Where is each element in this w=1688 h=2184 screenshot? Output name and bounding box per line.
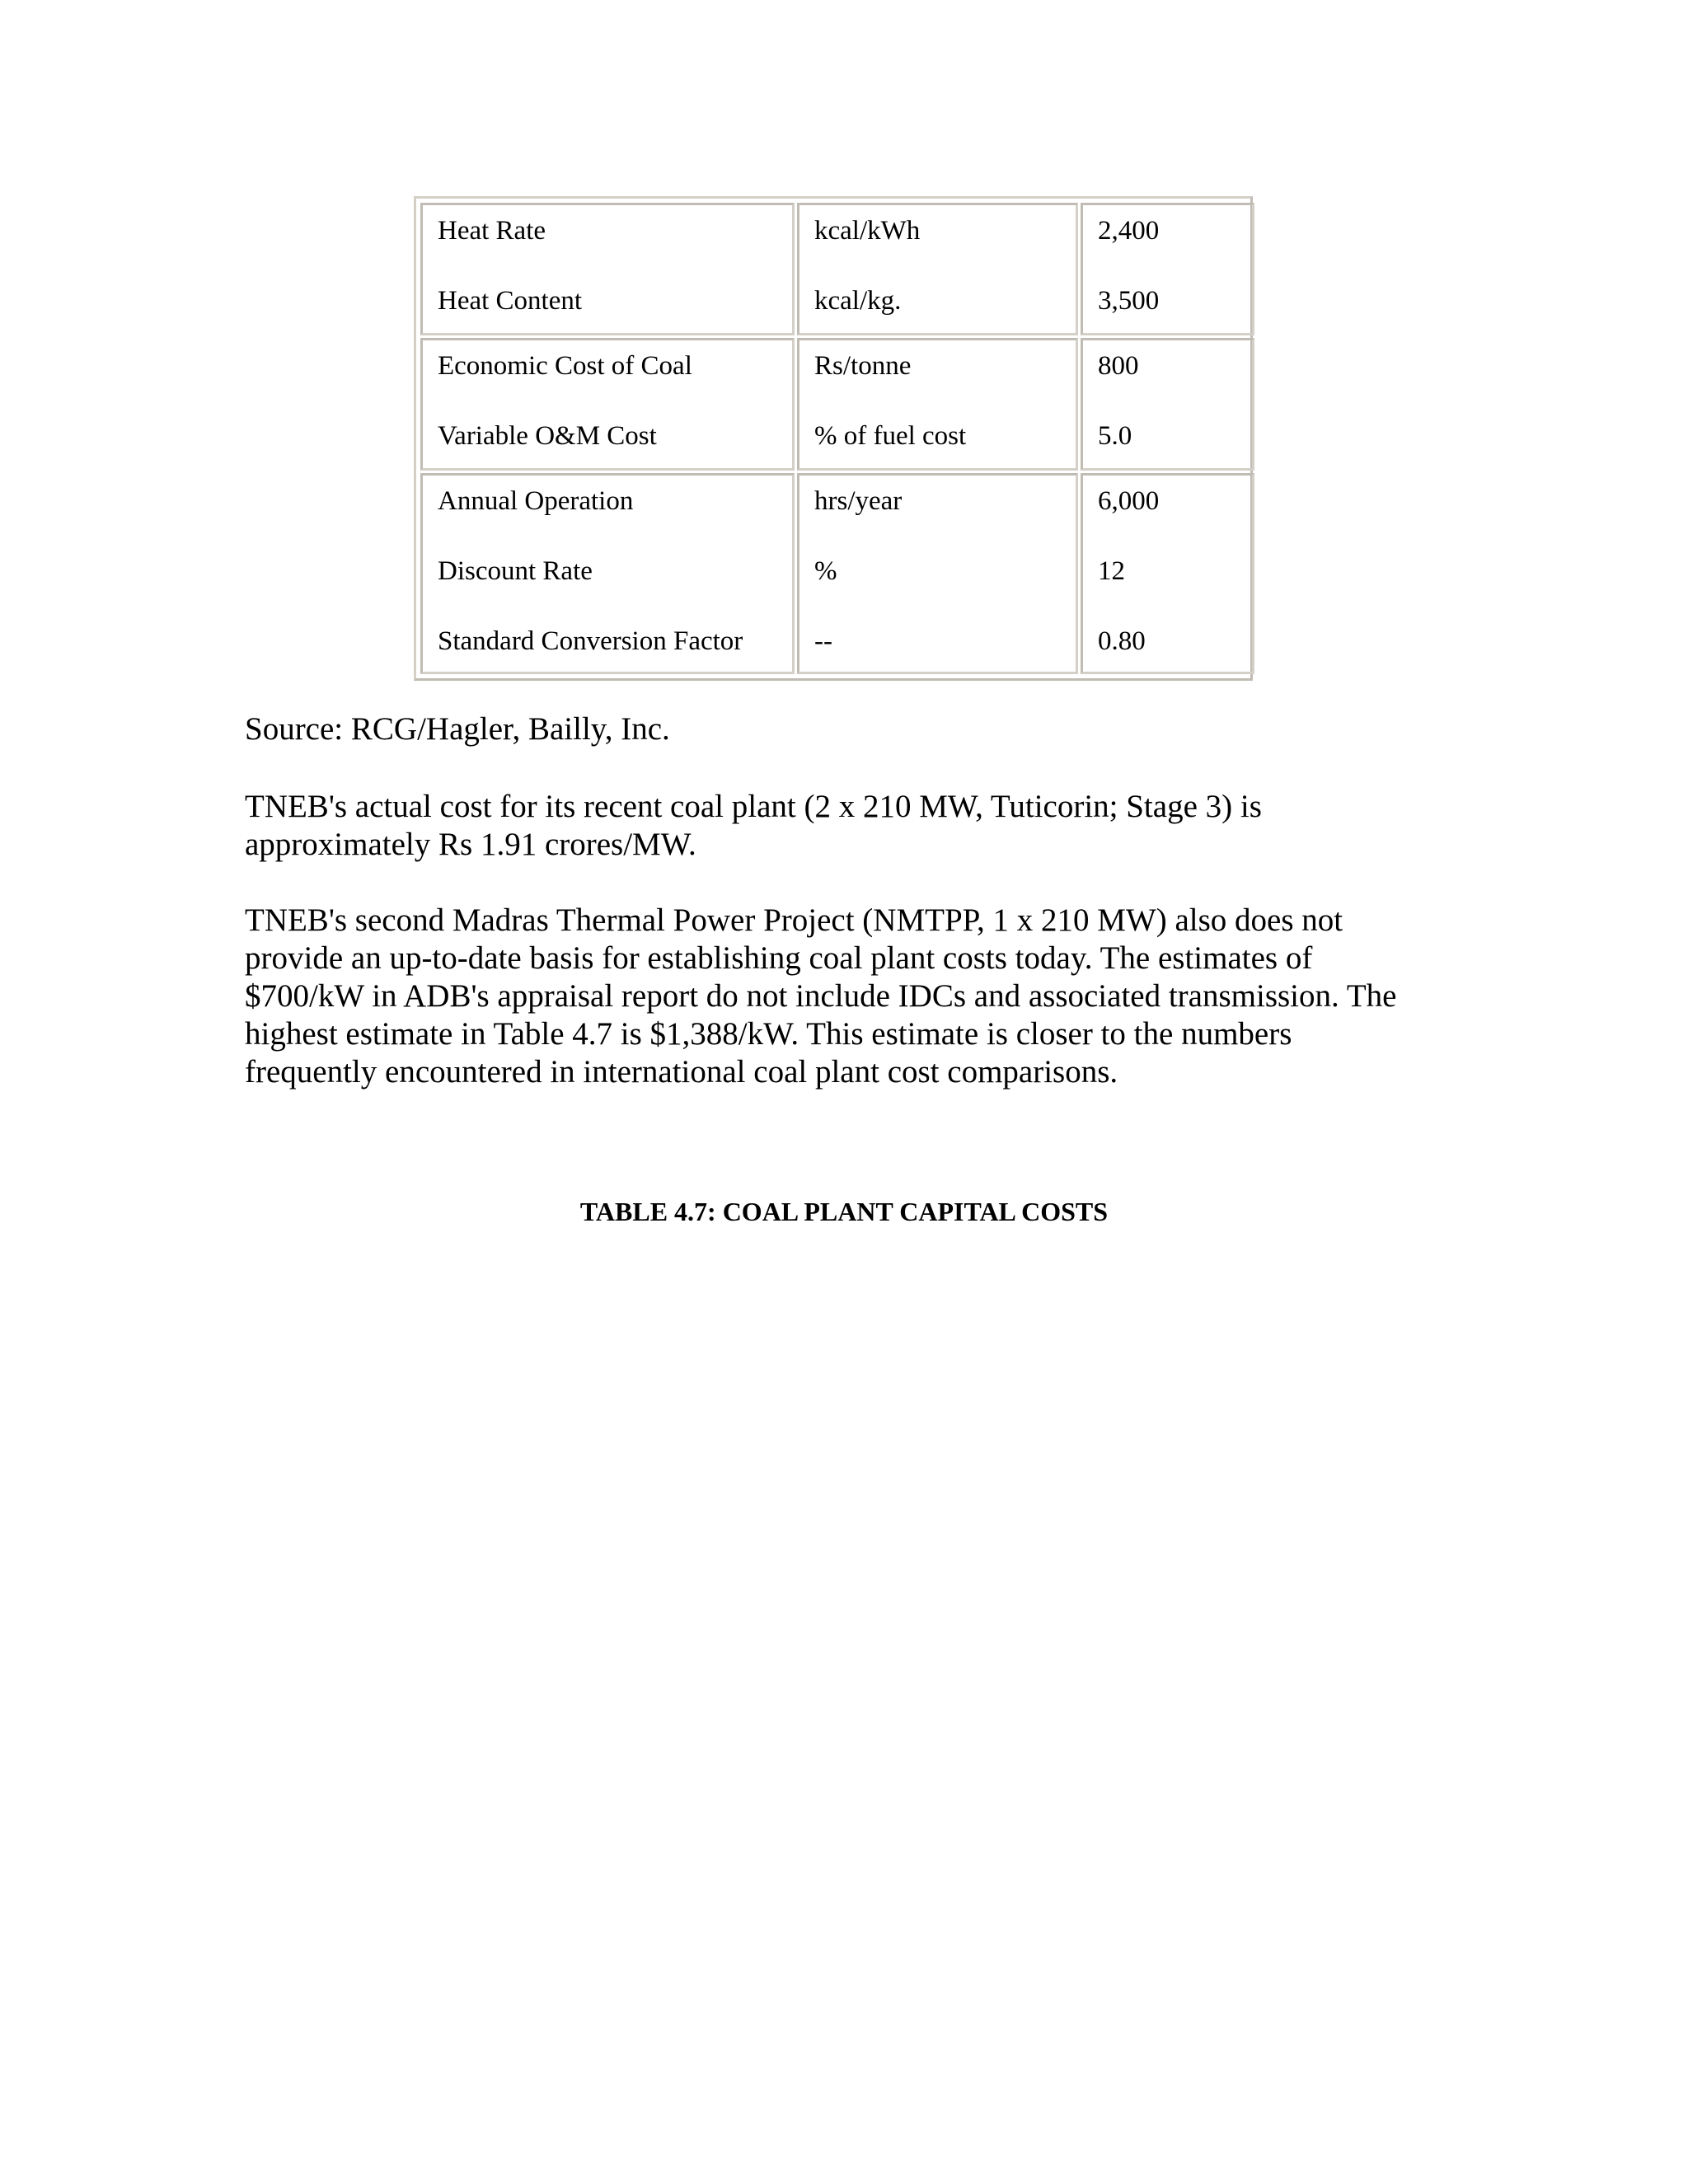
unit-cell [797,338,1078,471]
parameter-unit: % of fuel cost [814,421,967,451]
table-row-group-1 [420,203,1254,335]
parameter-name: Discount Rate [438,556,593,586]
paragraph [245,902,1448,1091]
parameter-table-grid [418,200,1257,677]
table-row-group-2 [420,338,1254,471]
parameter-cell [420,473,795,674]
unit-cell [797,203,1078,335]
parameter-unit: hrs/year [814,486,903,516]
paragraph [245,788,1448,864]
paragraph-line: TNEB's second Madras Thermal Power Project (NMTPP, 1 x 210 MW) also does not [245,902,1343,938]
parameter-value: 12 [1098,556,1125,586]
value-cell [1081,473,1254,674]
parameter-cell [420,338,795,471]
parameter-name: Annual Operation [438,486,634,516]
table-title: TABLE 4.7: COAL PLANT CAPITAL COSTS [579,1197,1109,1226]
unit-cell [797,473,1078,674]
parameter-unit: kcal/kg. [814,286,902,316]
source-note: Source: RCG/Hagler, Bailly, Inc. [245,711,670,747]
parameter-table [414,196,1253,681]
parameter-unit: -- [814,626,832,656]
parameter-cell [420,203,795,335]
parameter-value: 3,500 [1098,286,1160,316]
paragraph-line: provide an up-to-date basis for establishing coal plant costs today. The estimates of [245,940,1313,976]
parameter-name: Variable O&M Cost [438,421,657,451]
parameter-value: 0.80 [1098,626,1146,656]
value-cell [1081,203,1254,335]
parameter-value: 2,400 [1098,216,1160,246]
parameter-name: Standard Conversion Factor [438,626,743,656]
paragraph-line: TNEB's actual cost for its recent coal plant (2 x 210 MW, Tuticorin; Stage 3) is [245,789,1262,824]
table-row-group-3 [420,473,1254,674]
parameter-value: 800 [1098,351,1139,381]
parameter-value: 5.0 [1098,421,1132,451]
paragraph-line: frequently encountered in international coal plant cost comparisons. [245,1054,1118,1090]
parameter-unit: kcal/kWh [814,216,921,246]
value-cell [1081,338,1254,471]
paragraph-line: $700/kW in ADB's appraisal report do not include IDCs and associated transmission. The [245,978,1397,1014]
parameter-unit: Rs/tonne [814,351,912,381]
parameter-value: 6,000 [1098,486,1160,516]
parameter-name: Economic Cost of Coal [438,351,692,381]
paragraph-line: approximately Rs 1.91 crores/MW. [245,827,696,862]
parameter-name: Heat Content [438,286,583,316]
paragraph-line: highest estimate in Table 4.7 is $1,388/kW. This estimate is closer to the numbers [245,1016,1292,1052]
parameter-name: Heat Rate [438,216,546,246]
parameter-unit: % [814,556,837,586]
